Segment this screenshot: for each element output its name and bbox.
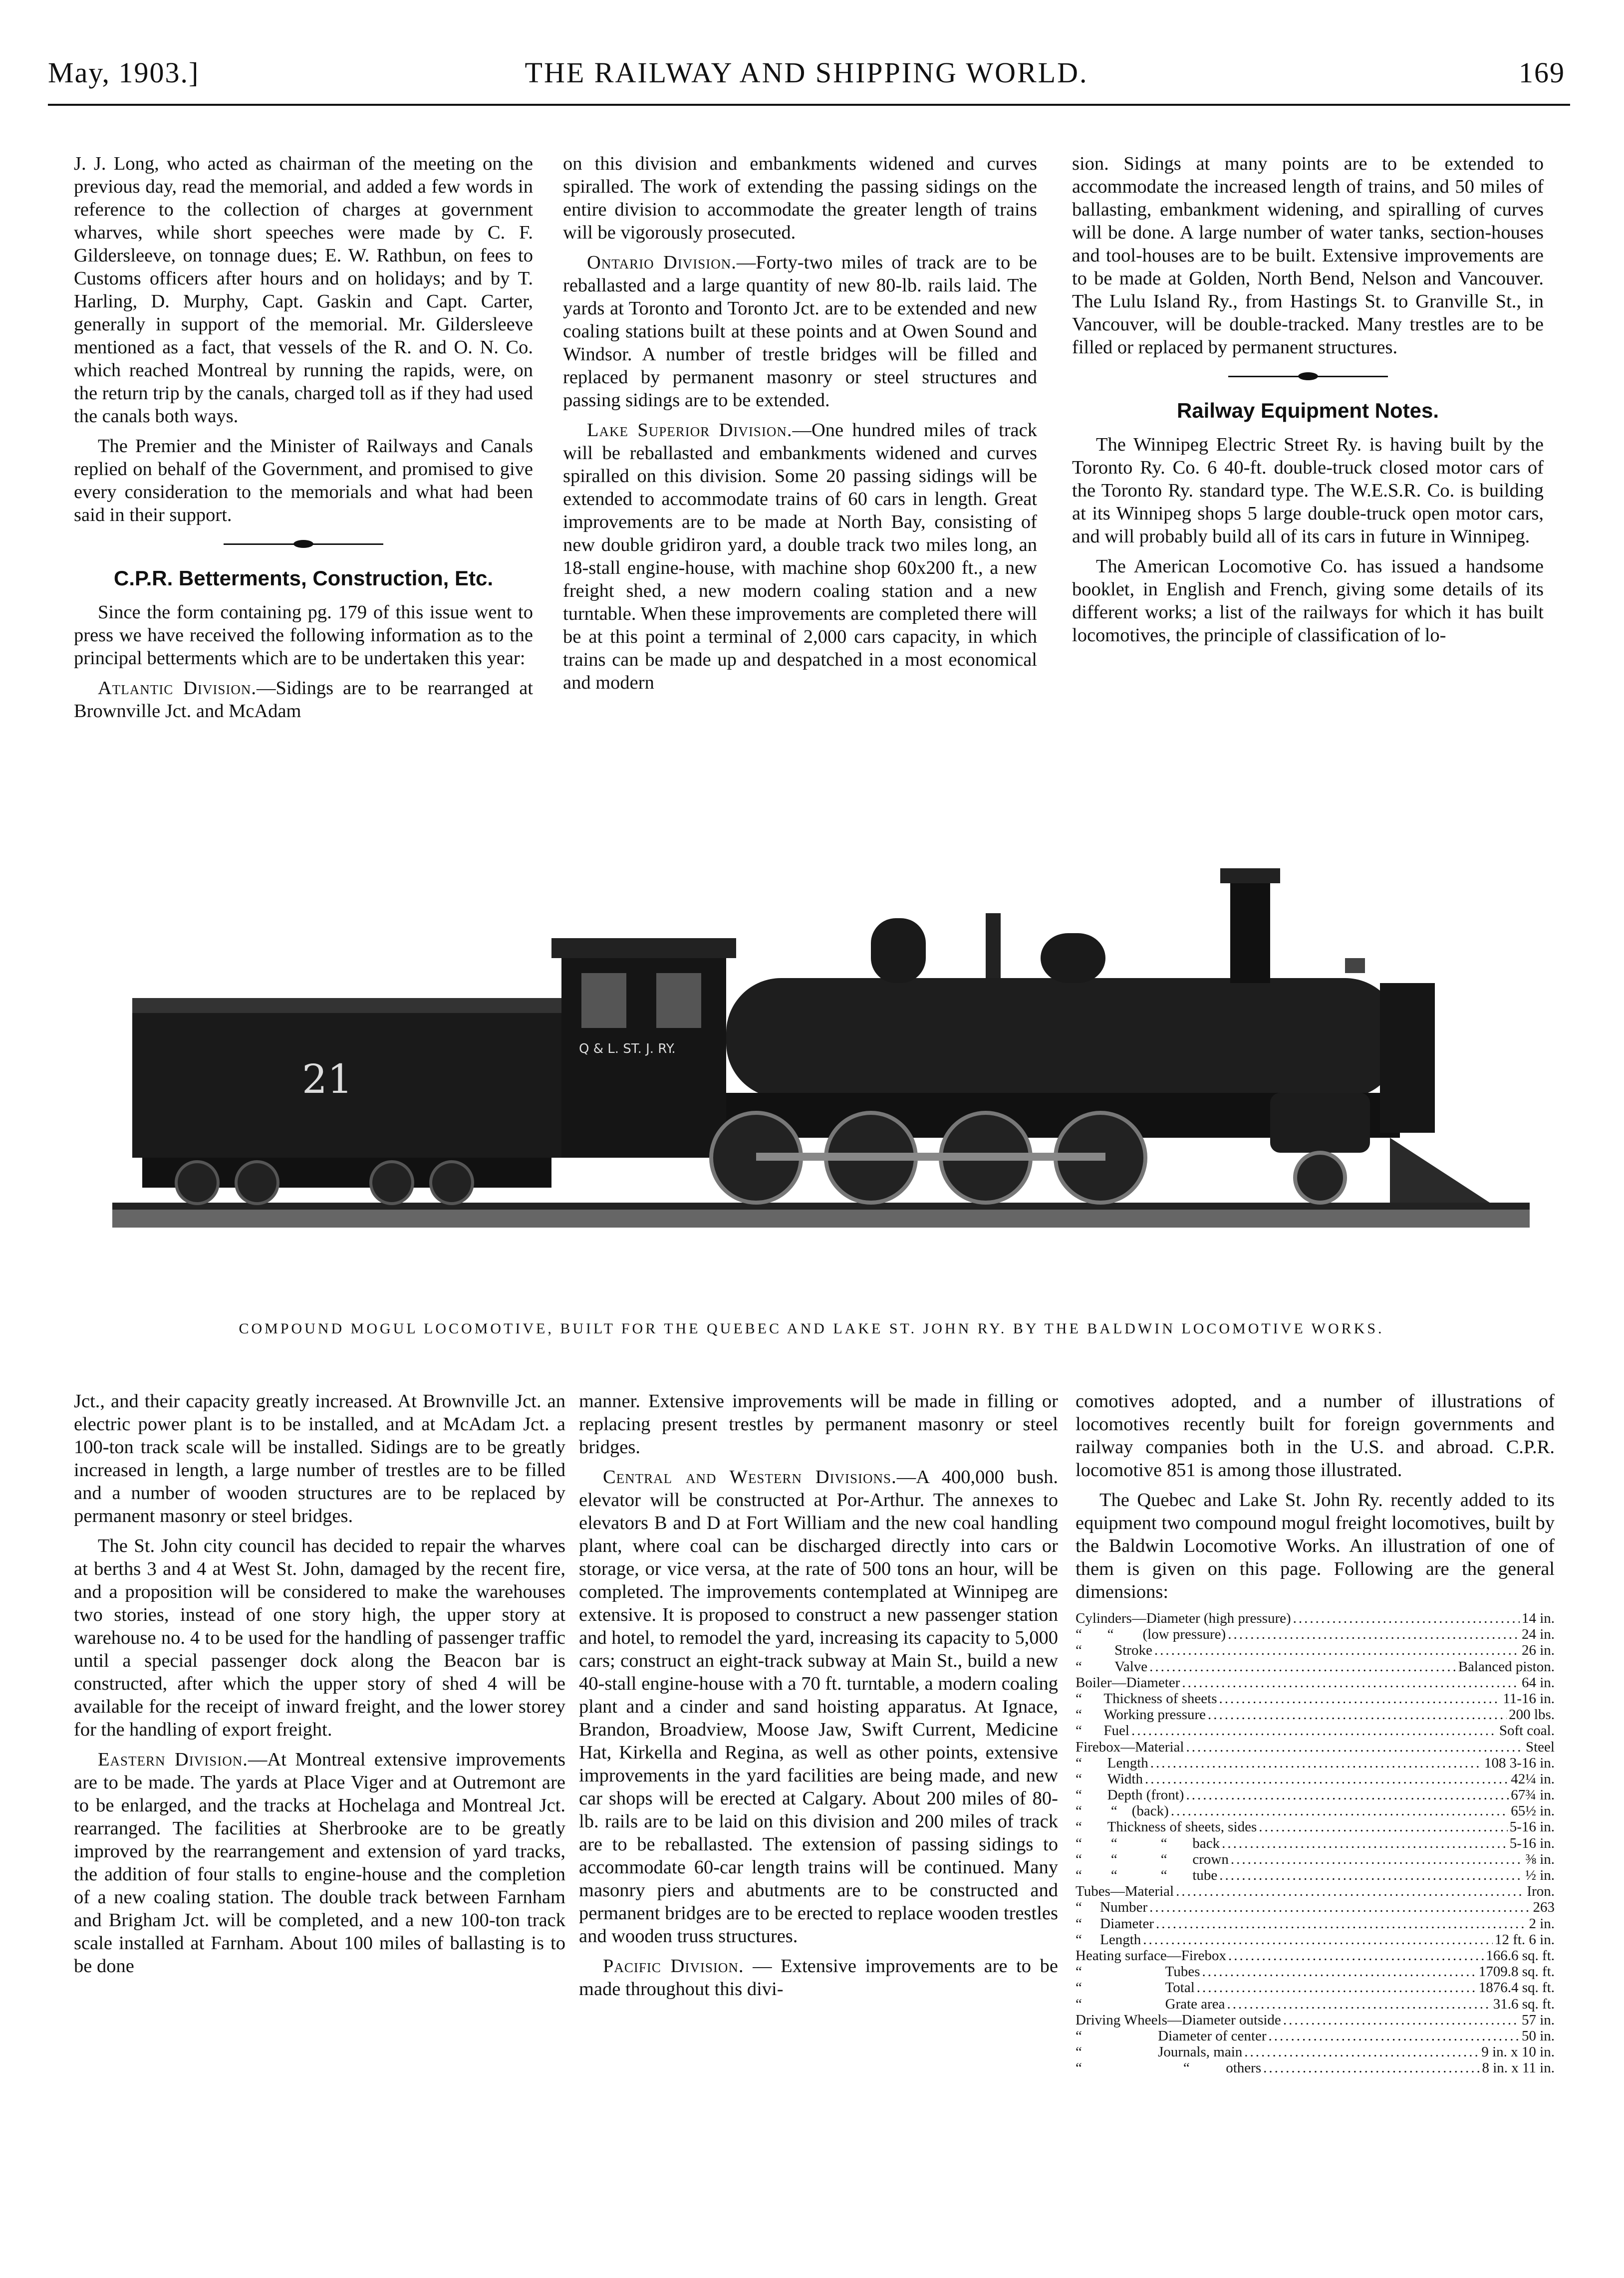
paragraph: Lake Superior Division.—One hundred miles of track will be reballasted and embankments widened and curves spiralled on this division. Some 20 passing sidings will be extended to accommodate trains of 60 cars in length. Great improvements are to be made at North Bay, consisting of new double gridiron yard, a double track two miles long, an 18-stall engine-house, with machine shop 60x200 ft., a new freight shed, a new modern coaling station and a new turntable. When these improvements are completed there will be at this point a terminal of 2,000 cars capacity, in which trains can be made up and despatched in a most economical and modern (563, 420, 1037, 693)
spec-row: “ “ others ..... 8 in. x 11 in. (1076, 2060, 1555, 2076)
spec-row: Firebox—Material ..... Steel (1076, 1739, 1555, 1755)
division-heading: Ontario Division. (587, 252, 737, 273)
header-date: May, 1903.] (48, 56, 200, 89)
spec-row: “ “ “ crown ..... ⅜ in. (1076, 1851, 1555, 1867)
spec-row: Driving Wheels—Diameter outside ..... 57 in. (1076, 2012, 1555, 2028)
spec-row: “ Stroke ..... 26 in. (1076, 1642, 1555, 1658)
locomotive-photo (112, 858, 1530, 1277)
spec-row: “ Length ..... 108 3-16 in. (1076, 1755, 1555, 1771)
division-heading: Pacific Division. (603, 1956, 744, 1977)
header-rule (48, 104, 1570, 106)
spec-row: Boiler—Diameter ..... 64 in. (1076, 1675, 1555, 1691)
dimensions-table (1076, 1610, 1555, 2076)
spec-row: “ Tubes ..... 1709.8 sq. ft. (1076, 1964, 1555, 1980)
paragraph: The Premier and the Minister of Railways and Canals replied on behalf of the Government, and promised to give every consideration to the memorials and what had been said in their support. (74, 436, 533, 525)
paragraph: Pacific Division. — Extensive improvements are to be made throughout this divi- (579, 1956, 1058, 2000)
division-heading: Atlantic Division. (98, 678, 257, 699)
paragraph: Eastern Division.—At Montreal extensive improvements are to be made. The yards at Place Viger and at Outremont are to be enlarged, and the tracks at Hochelaga and Montreal Jct. rearranged. The facilities at Sherbrooke are to be greatly improved by the rearrangement and extension of yard tracks, the addition of four stalls to engine-house and the completion of a new coaling station. The double track between Farnham and Brigham Jct. will be completed, and a new 100-ton track scale installed at Farnham. About 100 miles of ballasting is to be done (74, 1749, 565, 1977)
division-heading: Central and Western Divisions. (603, 1467, 897, 1488)
column-2 (563, 152, 1037, 701)
paragraph: The Quebec and Lake St. John Ry. recently added to its equipment two compound mogul freight locomotives, built by the Baldwin Locomotive Works. An illustration of one of them is given on this page. Following are the general dimensions: (1076, 1490, 1555, 1602)
spec-row: Heating surface—Firebox ..... 166.6 sq. ft. (1076, 1948, 1555, 1964)
spec-row: “ Diameter of center ..... 50 in. (1076, 2028, 1555, 2044)
separator-ornament (224, 543, 383, 545)
spec-row: “ Working pressure ..... 200 lbs. (1076, 1707, 1555, 1723)
spec-row: “ Fuel ..... Soft coal. (1076, 1723, 1555, 1739)
paragraph: Jct., and their capacity greatly increased. At Brownville Jct. an electric power plant is to be installed, and at McAdam Jct. a 100-ton track scale will be installed. Sidings are to be greatly increased in length, a large number of trestles are to be filled and a number of wooden structures are to be replaced by permanent masonry or steel bridges. (74, 1391, 565, 1526)
spec-row: “ “ “ back ..... 5-16 in. (1076, 1835, 1555, 1851)
paragraph: Since the form containing pg. 179 of this issue went to press we have received the following information as to the principal betterments which are to be undertaken this year: (74, 602, 533, 669)
running-header (48, 56, 1565, 106)
section-title-cpr: C.P.R. Betterments, Construction, Etc. (113, 566, 494, 590)
spec-row: “ Grate area ..... 31.6 sq. ft. (1076, 1996, 1555, 2012)
paragraph: on this division and embankments widened and curves spiralled. The work of extending the passing sidings on the entire division to accommodate the greater length of trains will be vigorously prosecuted. (563, 153, 1037, 243)
page-number: 169 (1519, 56, 1565, 89)
spec-row: “ “ “ tube ..... ½ in. (1076, 1867, 1555, 1883)
spec-row: “ Total ..... 1876.4 sq. ft. (1076, 1980, 1555, 1996)
column-1 (74, 152, 533, 730)
spec-row: “ “ (back) ..... 65½ in. (1076, 1803, 1555, 1819)
paragraph: Ontario Division.—Forty-two miles of track are to be reballasted and a large quantity of new 80-lb. rails laid. The yards at Toronto and Toronto Jct. are to be extended and new coaling stations built at these points and at Owen Sound and Windsor. A number of trestle bridges will be filled and replaced by permanent masonry or steel structures and passing sidings are to be extended. (563, 252, 1037, 411)
column-5 (579, 1390, 1058, 2008)
column-6 (1076, 1390, 1555, 2076)
paragraph: The American Locomotive Co. has issued a handsome booklet, in English and French, giving some details of its different works; a list of the railways for which it has built locomotives, the principle of classification of lo- (1072, 556, 1544, 646)
paragraph: Central and Western Divisions.—A 400,000 bush. elevator will be constructed at Por-Arthur. The annexes to elevators B and D at Fort William and the new coal handling plant, where coal can be discharged directly into cars or storage, or vice versa, at the rate of 500 tons an hour, will be completed. The improvements contemplated at Winnipeg are extensive. It is proposed to construct a new passenger station and hotel, to remodel the yard, increasing its capacity to 5,000 cars; construct an eight-track subway at Main St., build a new 40-stall engine-house with a 70 ft. turntable, a modern coaling plant and a cinder and sand hoisting apparatus. At Ignace, Brandon, Broadview, Moose Jaw, Swift Current, Medicine Hat, Kirkella and Regina, as well as other points, extensive improvements in the yard facilities are being made, and new car shops will be erected at Calgary. About 200 miles of 80-lb. rails are to be laid on this division and 200 miles of track are to be reballasted. The extension of passing sidings to accommodate 60-car length trains will be continued. Many masonry piers and abutments are to be constructed and permanent bridges are to be erected to replace wooden trestles and wooden truss structures. (579, 1467, 1059, 1947)
spec-row: Cylinders—Diameter (high pressure) ..... 14 in. (1076, 1610, 1555, 1626)
cab-lettering: Q & L. ST. J. RY. (579, 1041, 676, 1056)
tender-number: 21 (302, 1056, 353, 1102)
paragraph: The Winnipeg Electric Street Ry. is having built by the Toronto Ry. Co. 6 40-ft. double-truck closed motor cars of the Toronto Ry. standard type. The W.E.S.R. Co. is building at its Winnipeg shops 5 large double-truck open motor cars, and will probably build all of its cars in future in Winnipeg. (1072, 434, 1544, 547)
division-heading: Lake Superior Division. (587, 420, 793, 441)
spec-row: “ Thickness of sheets, sides ..... 5-16 in. (1076, 1819, 1555, 1835)
spec-row: “ “ (low pressure) ..... 24 in. (1076, 1626, 1555, 1642)
spec-row: Tubes—Material ..... Iron. (1076, 1883, 1555, 1899)
photo-caption: COMPOUND MOGUL LOCOMOTIVE, BUILT FOR THE QUEBEC AND LAKE ST. JOHN RY. BY THE BALDWIN LOCOMOTIVE WORKS. (239, 1320, 1384, 1337)
spec-row: “ Width ..... 42¼ in. (1076, 1771, 1555, 1787)
journal-title: THE RAILWAY AND SHIPPING WORLD. (525, 56, 1088, 89)
column-4 (74, 1390, 565, 1985)
spec-row: “ Diameter ..... 2 in. (1076, 1916, 1555, 1932)
paragraph: J. J. Long, who acted as chairman of the meeting on the previous day, read the memorial, and added a few words in reference to the collection of charges at government wharves, while short speeches were made by C. F. Gildersleeve, on tonnage dues; E. W. Rathbun, on fees to Customs officers after hours and on holidays; and by T. Harling, D. Murphy, Capt. Gaskin and Capt. Carter, generally in support of the memorial. Mr. Gildersleeve mentioned as a fact, that vessels of the R. and O. N. Co. which reached Montreal by running the rapids, were, on the return trip by the canals, charged toll as if they had used the canals both ways. (74, 153, 533, 427)
spec-row: “ Journals, main ..... 9 in. x 10 in. (1076, 2044, 1555, 2060)
paragraph: manner. Extensive improvements will be made in filling or replacing present trestles by permanent masonry or steel bridges. (579, 1391, 1058, 1458)
spec-row: “ Depth (front) ..... 67¾ in. (1076, 1787, 1555, 1803)
separator-ornament (1228, 376, 1388, 377)
spec-row: “ Number ..... 263 (1076, 1899, 1555, 1915)
paragraph: The St. John city council has decided to repair the wharves at berths 3 and 4 at West St. John, damaged by the recent fire, and a proposition will be considered to make the warehouses two stories, instead of one story high, the upper story at warehouse no. 4 to be used for the handling of passenger traffic until a special passenger dock along the Beacon bar is constructed, after which the upper story of shed 4 will be available for the receipt of inward freight, and the lower storey for the handling of export freight. (74, 1535, 565, 1740)
column-3 (1072, 152, 1544, 654)
section-title-equipment: Railway Equipment Notes. (1176, 399, 1439, 422)
spec-row: “ Length ..... 12 ft. 6 in. (1076, 1932, 1555, 1948)
paragraph: comotives adopted, and a number of illustrations of locomotives recently built for foreign governments and railway companies both in the U.S. and abroad. C.P.R. locomotive 851 is among those illustrated. (1076, 1391, 1555, 1481)
paragraph: sion. Sidings at many points are to be extended to accommodate the increased length of trains, and 50 miles of ballasting, embankment widening, and spiralling of curves will be done. A large number of water tanks, section-houses and tool-houses are to be built. Extensive improvements are to be made at Golden, North Bend, Nelson and Vancouver. The Lulu Island Ry., from Hastings St. to Granville St., in Vancouver, will be double-tracked. Many trestles are to be filled or replaced by permanent structures. (1072, 153, 1544, 358)
division-heading: Eastern Division. (98, 1749, 248, 1770)
paragraph: Atlantic Division.—Sidings are to be rearranged at Brownville Jct. and McAdam (74, 678, 533, 722)
spec-row: “ Valve ..... Balanced piston. (1076, 1659, 1555, 1675)
spec-row: “ Thickness of sheets ..... 11-16 in. (1076, 1691, 1555, 1707)
